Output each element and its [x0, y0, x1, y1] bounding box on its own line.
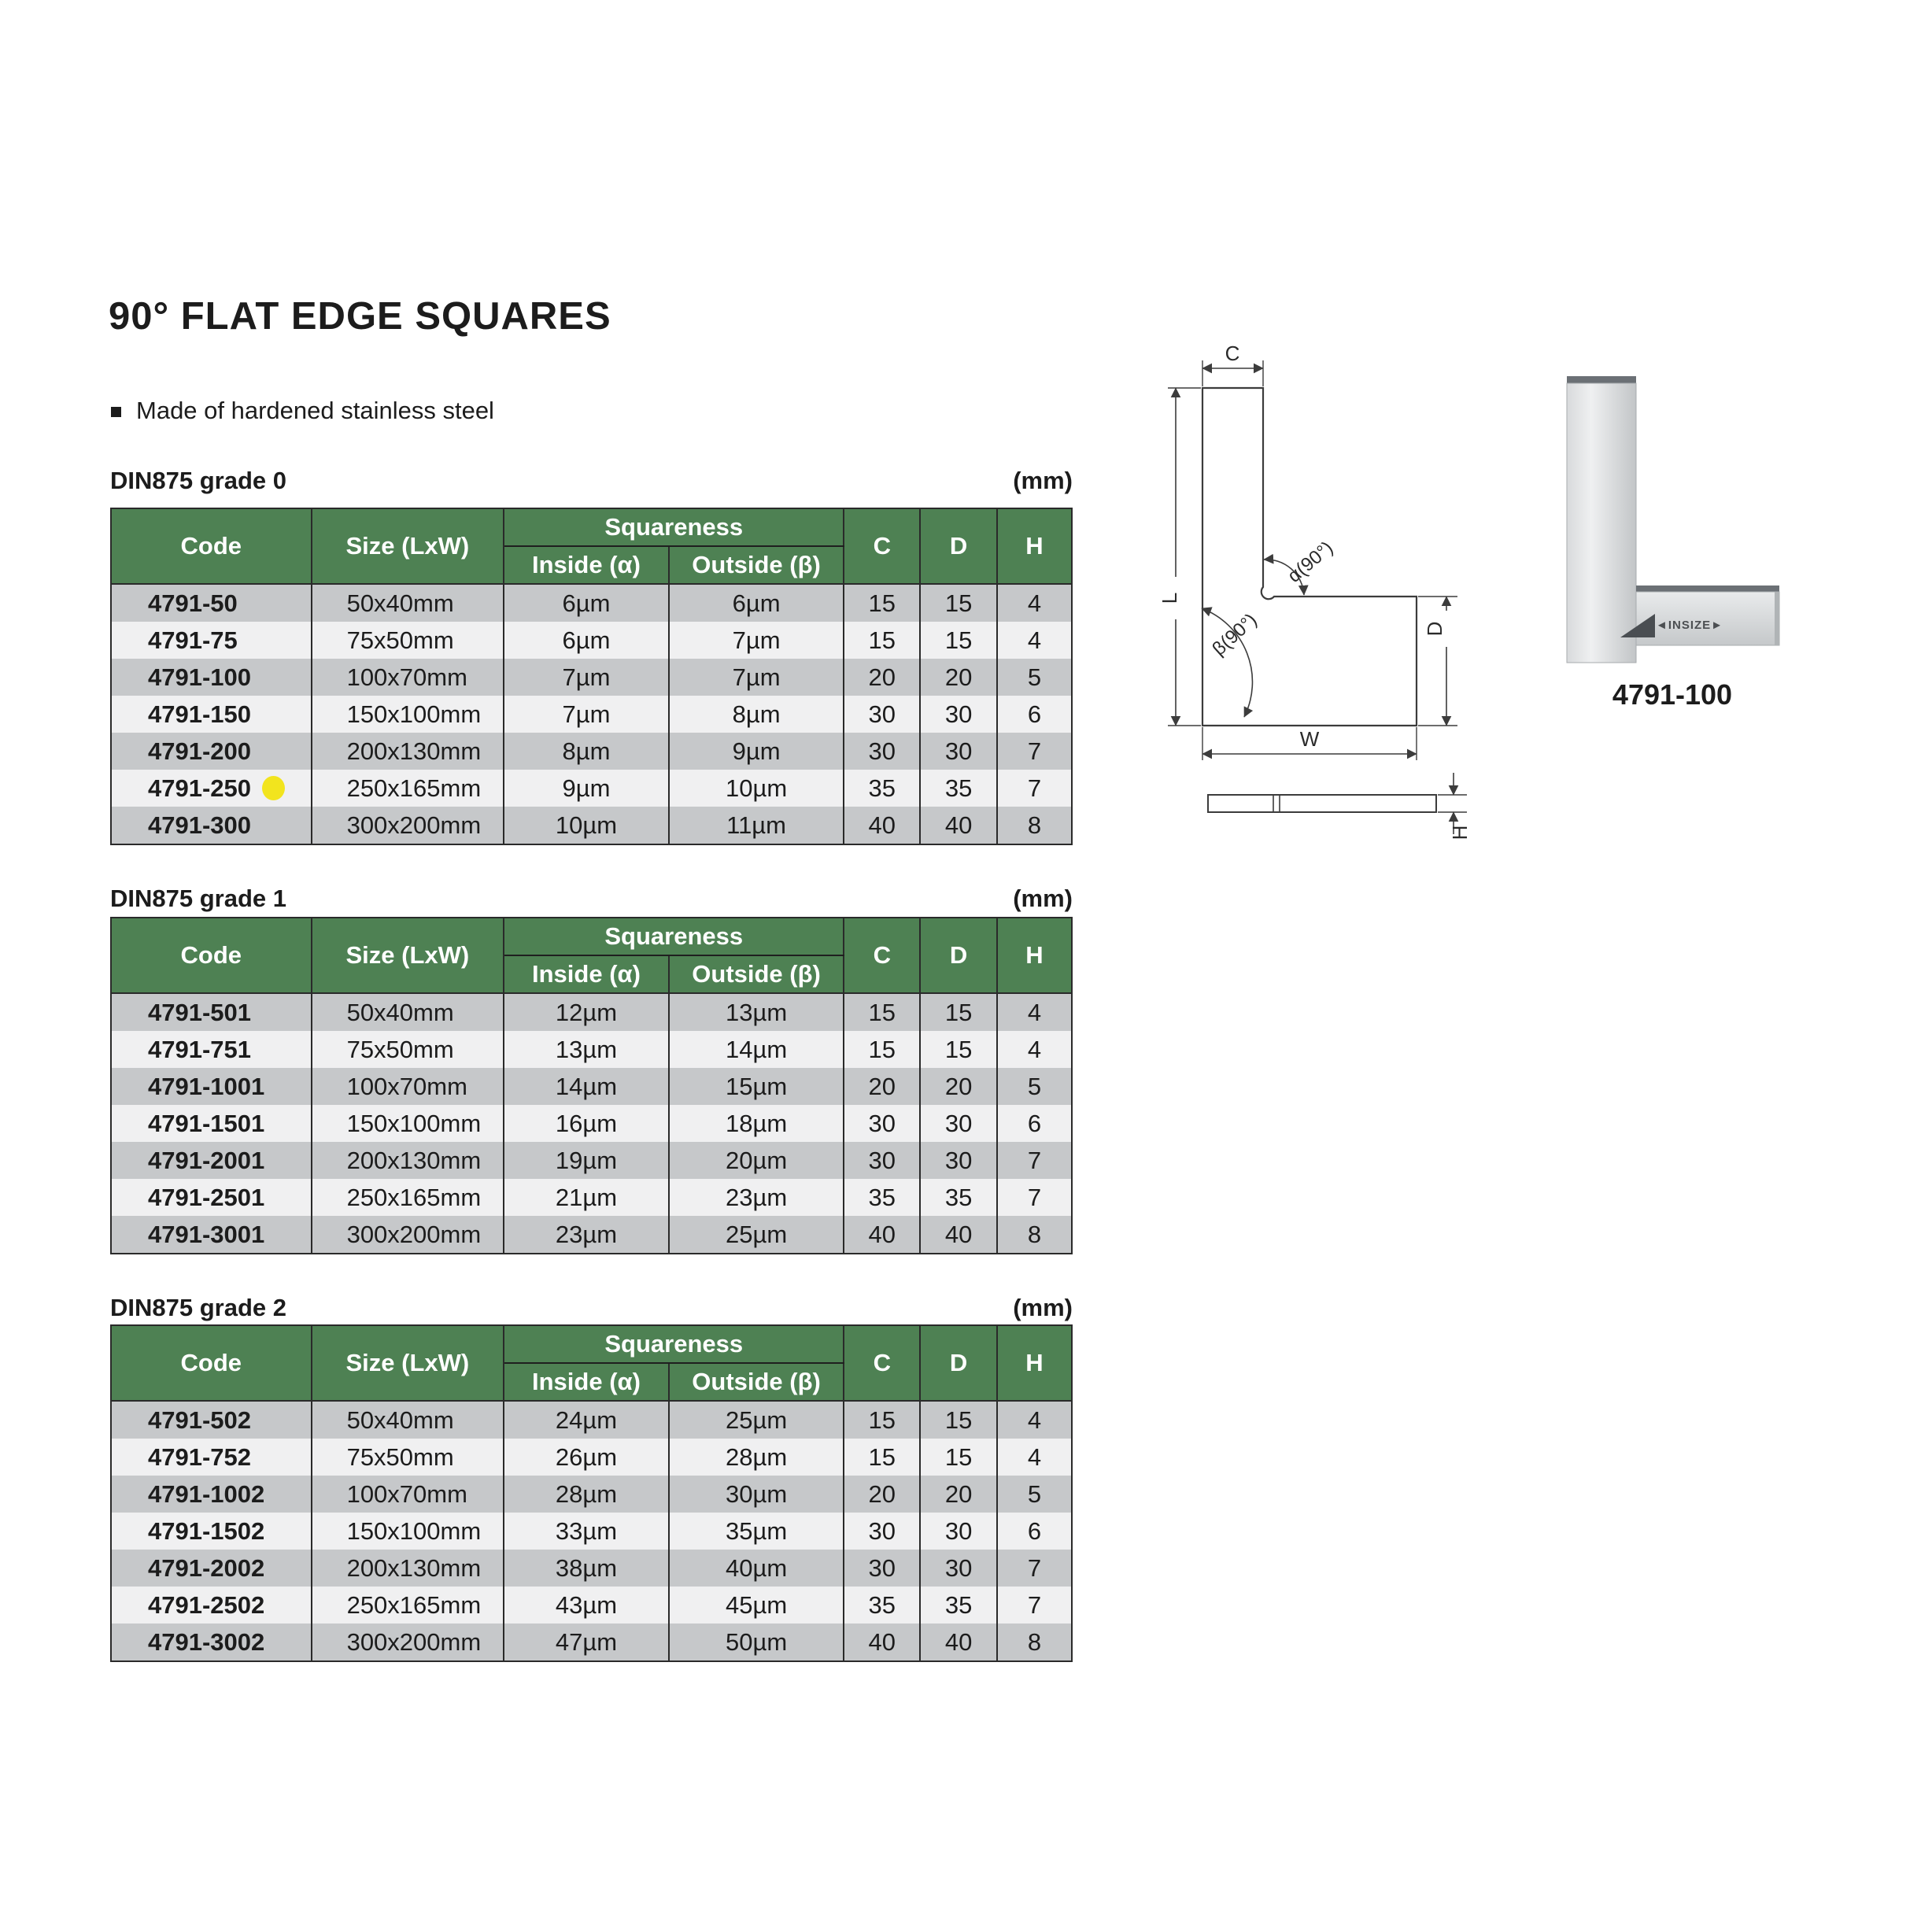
h-column-header: H: [997, 508, 1072, 584]
feature-text: Made of hardened stainless steel: [136, 397, 494, 424]
vertical-blade: [1567, 383, 1636, 663]
spec-row: [111, 1439, 1072, 1476]
outside-column-header: Outside (β): [669, 1363, 844, 1401]
outside-cell: 25µm: [669, 1216, 844, 1254]
c-cell: 35: [844, 1587, 920, 1624]
size-cell: 300x200mm: [312, 1216, 504, 1254]
size-cell: 100x70mm: [312, 659, 504, 696]
code-cell: [111, 1476, 312, 1513]
spec-row: [111, 1476, 1072, 1513]
d-cell: 40: [920, 1216, 997, 1254]
d-cell: 20: [920, 659, 997, 696]
size-column-header: Size (LxW): [312, 918, 504, 993]
size-column-header: Size (LxW): [312, 1325, 504, 1401]
code-text: 4791-1501: [148, 1109, 265, 1137]
h-cell: 5: [997, 1476, 1072, 1513]
inside-cell: 13µm: [504, 1031, 669, 1068]
outside-cell: 25µm: [669, 1401, 844, 1439]
outside-cell: 45µm: [669, 1587, 844, 1624]
size-column-header: Size (LxW): [312, 508, 504, 584]
d-cell: 30: [920, 696, 997, 733]
code-cell: [111, 1142, 312, 1179]
code-cell: [111, 1179, 312, 1216]
spec-row: [111, 622, 1072, 659]
d-cell: 35: [920, 770, 997, 807]
grade1-unit-label: (mm): [1013, 885, 1073, 912]
c-cell: 20: [844, 1476, 920, 1513]
d-column-header: D: [920, 1325, 997, 1401]
outside-cell: 18µm: [669, 1105, 844, 1142]
h-cell: 7: [997, 770, 1072, 807]
c-cell: 40: [844, 1216, 920, 1254]
c-column-header: C: [844, 508, 920, 584]
d-cell: 15: [920, 993, 997, 1031]
size-cell: 50x40mm: [312, 993, 504, 1031]
size-cell: 200x130mm: [312, 733, 504, 770]
grade1-table-wrap: [110, 917, 1073, 1254]
c-cell: 15: [844, 584, 920, 622]
inside-cell: 47µm: [504, 1624, 669, 1661]
size-cell: 150x100mm: [312, 1105, 504, 1142]
c-cell: 20: [844, 1068, 920, 1105]
outside-cell: 9µm: [669, 733, 844, 770]
size-cell: 75x50mm: [312, 622, 504, 659]
h-cell: 7: [997, 733, 1072, 770]
spec-row: [111, 659, 1072, 696]
code-text: 4791-150: [148, 700, 252, 728]
grade0-label: DIN875 grade 0: [110, 467, 286, 494]
code-cell: [111, 1550, 312, 1587]
side-view-outline: [1208, 795, 1436, 812]
size-cell: 100x70mm: [312, 1068, 504, 1105]
h-cell: 6: [997, 1105, 1072, 1142]
d-cell: 30: [920, 1105, 997, 1142]
d-cell: 30: [920, 733, 997, 770]
c-cell: 40: [844, 1624, 920, 1661]
h-cell: 7: [997, 1179, 1072, 1216]
grade1-label: DIN875 grade 1: [110, 885, 286, 912]
d-cell: 20: [920, 1068, 997, 1105]
size-cell: 150x100mm: [312, 696, 504, 733]
inside-cell: 7µm: [504, 696, 669, 733]
outside-cell: 13µm: [669, 993, 844, 1031]
c-cell: 30: [844, 1142, 920, 1179]
code-cell: [111, 807, 312, 844]
code-text: 4791-200: [148, 737, 252, 765]
d-cell: 15: [920, 584, 997, 622]
c-column-header: C: [844, 1325, 920, 1401]
code-text: 4791-2001: [148, 1146, 265, 1174]
h-cell: 4: [997, 622, 1072, 659]
inside-cell: 16µm: [504, 1105, 669, 1142]
dimension-drawing: [1157, 338, 1487, 858]
size-cell: 250x165mm: [312, 770, 504, 807]
grade2-label: DIN875 grade 2: [110, 1294, 286, 1321]
c-cell: 15: [844, 1031, 920, 1068]
h-cell: 7: [997, 1142, 1072, 1179]
h-cell: 4: [997, 584, 1072, 622]
h-cell: 4: [997, 1401, 1072, 1439]
outside-cell: 23µm: [669, 1179, 844, 1216]
grade0-unit-label: (mm): [1013, 467, 1073, 494]
d-cell: 15: [920, 1439, 997, 1476]
d-cell: 40: [920, 807, 997, 844]
code-text: 4791-3001: [148, 1220, 265, 1248]
h-column-header: H: [997, 918, 1072, 993]
outside-column-header: Outside (β): [669, 955, 844, 993]
h-cell: 8: [997, 1624, 1072, 1661]
dim-h-label: H: [1448, 825, 1472, 840]
outside-cell: 20µm: [669, 1142, 844, 1179]
outside-cell: 6µm: [669, 584, 844, 622]
c-cell: 35: [844, 770, 920, 807]
h-cell: 7: [997, 1587, 1072, 1624]
size-cell: 50x40mm: [312, 584, 504, 622]
inside-cell: 26µm: [504, 1439, 669, 1476]
inside-cell: 6µm: [504, 622, 669, 659]
inside-cell: 10µm: [504, 807, 669, 844]
spec-row: [111, 1513, 1072, 1550]
h-cell: 8: [997, 1216, 1072, 1254]
outside-cell: 35µm: [669, 1513, 844, 1550]
code-text: 4791-250: [148, 774, 252, 802]
spec-row: [111, 1624, 1072, 1661]
d-cell: 15: [920, 1031, 997, 1068]
spec-row: [111, 696, 1072, 733]
d-cell: 20: [920, 1476, 997, 1513]
size-cell: 300x200mm: [312, 807, 504, 844]
code-text: 4791-300: [148, 811, 252, 839]
spec-row: [111, 584, 1072, 622]
inside-cell: 38µm: [504, 1550, 669, 1587]
c-cell: 15: [844, 1439, 920, 1476]
din875-grade-0-spec-table: [110, 508, 1073, 845]
code-cell: [111, 1105, 312, 1142]
square-bullet-icon: [111, 407, 121, 417]
inside-cell: 23µm: [504, 1216, 669, 1254]
code-cell: [111, 1216, 312, 1254]
code-cell: [111, 696, 312, 733]
c-cell: 15: [844, 622, 920, 659]
grade0-table-wrap: [110, 508, 1073, 845]
grade2-unit-label: (mm): [1013, 1294, 1073, 1321]
d-column-header: D: [920, 918, 997, 993]
code-cell: [111, 1624, 312, 1661]
c-cell: 20: [844, 659, 920, 696]
outside-cell: 14µm: [669, 1031, 844, 1068]
outside-column-header: Outside (β): [669, 546, 844, 584]
inside-cell: 6µm: [504, 584, 669, 622]
code-text: 4791-2502: [148, 1590, 265, 1619]
size-cell: 75x50mm: [312, 1031, 504, 1068]
inside-cell: 8µm: [504, 733, 669, 770]
outside-cell: 7µm: [669, 622, 844, 659]
product-photo: [1554, 368, 1790, 675]
h-cell: 4: [997, 1439, 1072, 1476]
code-cell: [111, 584, 312, 622]
spec-row: [111, 993, 1072, 1031]
code-text: 4791-1001: [148, 1072, 265, 1100]
inside-cell: 12µm: [504, 993, 669, 1031]
size-cell: 150x100mm: [312, 1513, 504, 1550]
spec-row: [111, 1587, 1072, 1624]
spec-row: [111, 770, 1072, 807]
code-cell: [111, 733, 312, 770]
dim-w-label: W: [1299, 727, 1320, 751]
page-title: 90° FLAT EDGE SQUARES: [109, 294, 611, 338]
h-cell: 6: [997, 1513, 1072, 1550]
spec-row: [111, 1068, 1072, 1105]
code-text: 4791-1502: [148, 1516, 265, 1545]
spec-row: [111, 1401, 1072, 1439]
code-text: 4791-1002: [148, 1479, 265, 1508]
outside-cell: 40µm: [669, 1550, 844, 1587]
spec-row: [111, 1142, 1072, 1179]
c-cell: 30: [844, 696, 920, 733]
grade2-table-wrap: [110, 1324, 1073, 1662]
size-cell: 50x40mm: [312, 1401, 504, 1439]
d-cell: 35: [920, 1587, 997, 1624]
insize-logo: ◄INSIZE►: [1655, 619, 1724, 632]
outside-cell: 7µm: [669, 659, 844, 696]
din875-grade-1-spec-table: [110, 917, 1073, 1254]
outside-cell: 50µm: [669, 1624, 844, 1661]
c-cell: 30: [844, 1513, 920, 1550]
product-caption: 4791-100: [1612, 678, 1733, 711]
d-cell: 30: [920, 1513, 997, 1550]
code-text: 4791-502: [148, 1406, 252, 1434]
angle-beta-label: β(90°): [1208, 609, 1262, 660]
outside-cell: 30µm: [669, 1476, 844, 1513]
c-cell: 35: [844, 1179, 920, 1216]
inside-cell: 19µm: [504, 1142, 669, 1179]
h-column-header: H: [997, 1325, 1072, 1401]
d-cell: 30: [920, 1550, 997, 1587]
spec-row: [111, 807, 1072, 844]
code-text: 4791-50: [148, 589, 238, 617]
code-text: 4791-751: [148, 1035, 252, 1063]
inside-cell: 33µm: [504, 1513, 669, 1550]
code-text: 4791-3002: [148, 1627, 265, 1656]
dim-c-label: C: [1225, 342, 1240, 365]
angle-alpha-label: α(90°): [1284, 537, 1338, 587]
c-cell: 30: [844, 733, 920, 770]
dim-d-label: D: [1423, 621, 1446, 637]
inside-cell: 28µm: [504, 1476, 669, 1513]
highlight-dot-icon: [262, 776, 285, 800]
c-cell: 30: [844, 1550, 920, 1587]
inside-cell: 21µm: [504, 1179, 669, 1216]
d-cell: 15: [920, 622, 997, 659]
code-cell: [111, 1587, 312, 1624]
c-cell: 15: [844, 1401, 920, 1439]
spec-row: [111, 1216, 1072, 1254]
code-cell: [111, 1031, 312, 1068]
code-text: 4791-75: [148, 626, 238, 654]
c-cell: 30: [844, 1105, 920, 1142]
h-cell: 6: [997, 696, 1072, 733]
feature-bullet-row: [111, 397, 494, 425]
code-text: 4791-2501: [148, 1183, 265, 1211]
code-cell: [111, 1401, 312, 1439]
inside-cell: 7µm: [504, 659, 669, 696]
code-cell: [111, 770, 312, 807]
outside-cell: 8µm: [669, 696, 844, 733]
code-column-header: Code: [111, 918, 312, 993]
c-cell: 15: [844, 993, 920, 1031]
squareness-group-header: Squareness: [504, 1325, 844, 1363]
inside-column-header: Inside (α): [504, 546, 669, 584]
din875-grade-2-spec-table: [110, 1324, 1073, 1662]
c-cell: 40: [844, 807, 920, 844]
c-column-header: C: [844, 918, 920, 993]
size-cell: 250x165mm: [312, 1179, 504, 1216]
spec-row: [111, 1550, 1072, 1587]
inside-cell: 24µm: [504, 1401, 669, 1439]
code-cell: [111, 622, 312, 659]
d-cell: 30: [920, 1142, 997, 1179]
outside-cell: 10µm: [669, 770, 844, 807]
code-text: 4791-100: [148, 663, 252, 691]
h-cell: 5: [997, 1068, 1072, 1105]
code-cell: [111, 659, 312, 696]
inside-column-header: Inside (α): [504, 955, 669, 993]
dim-l-label: L: [1158, 592, 1181, 604]
d-cell: 35: [920, 1179, 997, 1216]
outside-cell: 11µm: [669, 807, 844, 844]
code-text: 4791-2002: [148, 1553, 265, 1582]
outside-cell: 28µm: [669, 1439, 844, 1476]
blade-end-face: [1775, 592, 1779, 645]
inside-cell: 9µm: [504, 770, 669, 807]
h-cell: 5: [997, 659, 1072, 696]
size-cell: 200x130mm: [312, 1142, 504, 1179]
spec-row: [111, 1105, 1072, 1142]
code-column-header: Code: [111, 508, 312, 584]
h-cell: 8: [997, 807, 1072, 844]
inside-column-header: Inside (α): [504, 1363, 669, 1401]
code-text: 4791-501: [148, 998, 252, 1026]
spec-row: [111, 733, 1072, 770]
size-cell: 200x130mm: [312, 1550, 504, 1587]
h-cell: 4: [997, 993, 1072, 1031]
inside-cell: 43µm: [504, 1587, 669, 1624]
code-cell: [111, 1068, 312, 1105]
size-cell: 300x200mm: [312, 1624, 504, 1661]
d-cell: 15: [920, 1401, 997, 1439]
h-cell: 4: [997, 1031, 1072, 1068]
outside-cell: 15µm: [669, 1068, 844, 1105]
d-cell: 40: [920, 1624, 997, 1661]
d-column-header: D: [920, 508, 997, 584]
squareness-group-header: Squareness: [504, 508, 844, 546]
squareness-group-header: Squareness: [504, 918, 844, 955]
size-cell: 100x70mm: [312, 1476, 504, 1513]
code-cell: [111, 1513, 312, 1550]
size-cell: 250x165mm: [312, 1587, 504, 1624]
size-cell: 75x50mm: [312, 1439, 504, 1476]
code-text: 4791-752: [148, 1443, 252, 1471]
spec-row: [111, 1179, 1072, 1216]
inside-cell: 14µm: [504, 1068, 669, 1105]
h-cell: 7: [997, 1550, 1072, 1587]
code-column-header: Code: [111, 1325, 312, 1401]
code-cell: [111, 1439, 312, 1476]
code-cell: [111, 993, 312, 1031]
spec-row: [111, 1031, 1072, 1068]
